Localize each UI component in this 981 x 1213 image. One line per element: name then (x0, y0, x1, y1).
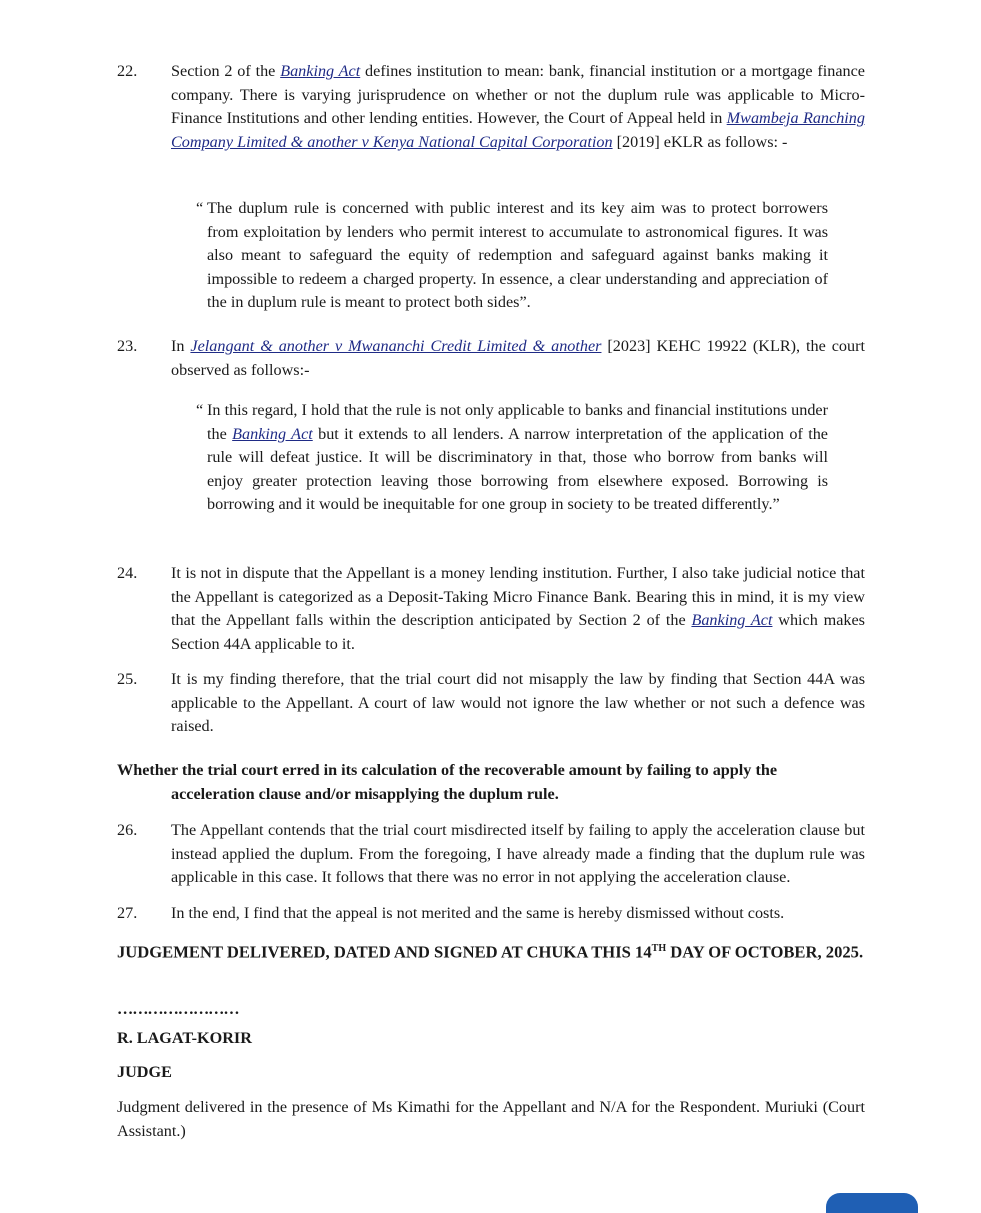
banking-act-link[interactable]: Banking Act (691, 611, 773, 630)
text-run: Section 2 of the (171, 62, 281, 80)
text-run: JUDGEMENT DELIVERED, DATED AND SIGNED AT CHUKA THIS 14 (117, 942, 652, 962)
quote-text (207, 399, 828, 517)
heading-line-2: acceleration clause and/or misapplying the duplum rule. (171, 784, 559, 803)
paragraph-number: 26. (117, 821, 138, 839)
presence-note (117, 1096, 865, 1143)
presence-text: Judgment delivered in the presence of Ms Kimathi for the Appellant and N/A for the Respondent. Muriuki (Court Assistant.) (117, 1098, 865, 1140)
judgement-delivered-statement (117, 937, 865, 964)
text-run: DAY OF OCTOBER, 2025. (666, 942, 864, 962)
paragraph-number: 22. (117, 62, 138, 80)
paragraph-text (171, 562, 865, 656)
quote-text: The duplum rule is concerned with public interest and its key aim was to protect borrowers from exploitation by lenders who permit interest to accumulate to astronomical figures. It was also meant to safeguard the equity of redemption and safeguard against banks making it impossible to redeem a charged property. In essence, a clear understanding and appreciation of the in duplum rule is meant to protect both sides”. (207, 199, 828, 312)
mwambeja-case-link[interactable]: Mwambeja Ranching Company Limited & another v Kenya National Capital Corporation (171, 109, 865, 151)
text-run: In this regard, I hold that the rule is not only applicable to banks and financial institutions under the (207, 401, 828, 443)
paragraph-25 (117, 668, 865, 739)
paragraph-text: It is my finding therefore, that the trial court did not misapply the law by finding that Section 44A was applicable to the Appellant. A court of law would not ignore the law whether or not such a defence was raised. (171, 670, 865, 736)
text-run: [2023] KEHC 19922 (KLR), the court observed as follows:- (171, 337, 865, 379)
quote-mark: “ (196, 401, 204, 419)
text-run: defines institution to mean: bank, financial institution or a mortgage finance company. There is varying jurisprudence on whether or not the duplum rule was applicable to Micro-Finance Institutions and other lending entities. However, the Court of Appeal held in (171, 62, 865, 128)
block-quote-22 (196, 197, 828, 315)
quote-mark: “ (196, 199, 204, 217)
block-quote-23 (196, 399, 828, 517)
banking-act-link[interactable]: Banking Act (280, 62, 361, 80)
text-run: It is not in dispute that the Appellant is a money lending institution. Further, I also take judicial notice that the Appellant is categorized as a Deposit-Taking Micro Finance Bank. Bearing this in mind, it is my view that the Appellant falls within the description anticipated by Section 2 of the (171, 564, 865, 630)
paragraph-26 (117, 819, 865, 890)
floating-tab[interactable] (826, 1193, 918, 1213)
ordinal-suffix: TH (651, 943, 667, 954)
paragraph-number: 27. (117, 904, 138, 922)
jelangant-case-link[interactable]: Jelangant & another v Mwananchi Credit Limited & another (190, 337, 602, 355)
paragraph-22 (117, 60, 865, 154)
paragraph-23 (117, 335, 865, 382)
paragraph-24 (117, 562, 865, 656)
paragraph-number: 23. (117, 337, 138, 355)
paragraph-text (171, 60, 865, 154)
banking-act-link[interactable]: Banking Act (232, 424, 313, 443)
section-heading (117, 759, 865, 806)
signature-line: …………………… (117, 1000, 239, 1018)
paragraph-number: 24. (117, 564, 138, 582)
text-run: which makes Section 44A applicable to it. (171, 611, 865, 653)
heading-line-1: Whether the trial court erred in its calculation of the recoverable amount by failing to apply the (117, 761, 778, 779)
text-run: In (171, 337, 191, 355)
text-run: [2019] eKLR as follows: - (612, 132, 788, 151)
text-run: but it extends to all lenders. A narrow interpretation of the application of the rule will defeat justice. It will be discriminatory in that, those who borrow from banks will enjoy greater protection leaving those borrowing from elsewhere exposed. Borrowing is borrowing and it would be inequitable for one group in society to be treated differently.” (207, 424, 828, 514)
paragraph-text: In the end, I find that the appeal is not merited and the same is hereby dismissed without costs. (171, 904, 785, 922)
paragraph-text (171, 335, 865, 382)
paragraph-text: The Appellant contends that the trial court misdirected itself by failing to apply the acceleration clause but instead applied the duplum. From the foregoing, I have already made a finding that the duplum rule was applicable in this case. It follows that there was no error in not applying the acceleration clause. (171, 821, 865, 887)
paragraph-27 (117, 902, 865, 926)
paragraph-number: 25. (117, 670, 138, 688)
judge-title: JUDGE (117, 1063, 172, 1081)
judge-name: R. LAGAT-KORIR (117, 1029, 252, 1047)
